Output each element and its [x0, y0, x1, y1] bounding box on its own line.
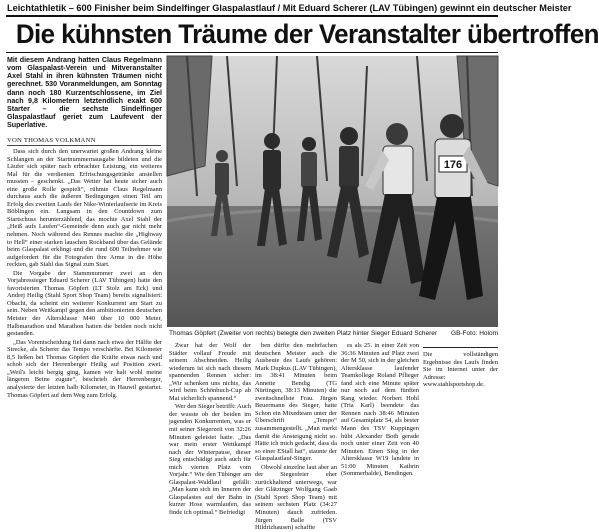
top-rule: [6, 15, 498, 17]
photo-caption: [169, 329, 498, 339]
caption-text: Thomas Göpfert (Zweiter von rechts) belegte den zweiten Platz hinter Sieger Eduard Scherer: [169, 330, 438, 337]
author-byline: VON THOMAS VOLKMANN: [7, 137, 96, 144]
byline-rule: [7, 145, 161, 146]
paragraph: Die Vorgabe der Stammnummer zwei an den Vorjahressieger Eduard Scherer (LAV Tübingen) hatte den favorisierten Thomas Göpfert (LT Stolz am Eck) und Andrej Heilig (Stahl Sport Shop Team) bereits signalisiert: Obacht, da scheint ein weiterer Konkurrent am Start zu sein. Neben Weitkampf gegen den ambitionierten deutschen Meister der Altersklasse M40 über 10 000 Meter, Halbmarathon und Marathon hatten die beiden noch nicht gestanden.: [7, 269, 162, 338]
body-column-3: [255, 342, 337, 532]
photo-credit: GB-Foto: Holom: [451, 330, 498, 337]
paragraph: Zwar hat der Wolf der Städter vollauf Freude mit seinem Abschneiden. Heilig wiederum ist sich nach diesem spannenden Rennen sicher: „Wir schenken uns nichts, das wird beim Schönbuch-Cup ab Mai sicherlich spannend.“: [169, 342, 251, 402]
results-note: Die vollständigen Ergebnisse des Laufs finden Sie im Internet unter der Adresse: www.stahlsportshop.de.: [423, 347, 498, 389]
body-column-1: [7, 148, 162, 461]
lead-paragraph: Mit diesem Andrang hatten Claus Regelmann vom Glaspalast-Verein und Mitveranstalter Axel Stahl in ihren kühnsten Träumen nicht gerechnet. 530 Voranmeldungen, am Sonntag dann noch 180 Kurzentschlossene, im Ziel nach 9,8 Kilometern letztendlich exakt 600 Starter – die sechste Sindelfinger Glaspalastlauf geriet zum Laufevent der Superlative.: [7, 56, 162, 130]
bib-number: 176: [443, 159, 463, 171]
paragraph: ben dürfte den mehrfachen deutschen Meister auch die Ausbeute des Laufs gehören: Mark Dupkus (LAV Tübingen), im 38:41 Minuten beim Annette Bendig (TG Nürtingen, 38:13 Minuten) die zweitschnellste Frau. Jürgen Beuermann des Sieger, hatte Schon ein Mixedteam unter der Überschrift „Tempo“ zusammengestellt. „Man merkt damit die Ansteigung nicht so. Hätte ich mich gedacht, dass da so einer EStall hat“, staunte der Glaspalastlauf-Singer.: [255, 342, 337, 463]
photo-runners: [167, 56, 498, 327]
race-photo: [167, 56, 498, 327]
paragraph: Obwohl einzelne laut aber an der Siegesfeier eher zurückhaltend unterwegs, war der Glätzinger Wolfgang Gaab (Stahl Sport Shop Team) mit seinem sechsten Platz (34:27 Minuten) dauch zufrieden. Jürgen Balle (TSV Hildrizhausen) schaffte: [255, 463, 337, 532]
kicker: Leichtathletik – 600 Finisher beim Sindelfinger Glaspalastlauf / Mit Eduard Scherer (LAV Tübingen) gewinnt ein deutscher Meister: [7, 3, 572, 13]
headline: Die kühnsten Träume der Veranstalter übertroffen: [15, 19, 599, 49]
paragraph: es als 25. in einer Zeit von 36:36 Minuten auf Platz zwei der M 50, sich in der gleichen Altersklasse laufender Teamkollege Roland Pflieger fand sich eine Minute später nur noch auf dem fünften Rang wieder. Norbert Hohl (Tria Karl) beendete das Rennen nach 38:46 Minuten auf Gesamtplatz 54, als bester Mann des TSV Kuppingen hübt Alexander Both gerade noch unter einer Zeit von 40 Minuten. Einen Sieg in der Altersklasse W19 landete in 51:00 Minuten Kathrin (Sommerhalde), Bendingen.: [341, 342, 419, 478]
body-column-5: [423, 342, 498, 461]
paragraph: Wer den Sieger betrifft: Auch der wusste ob der beiden im jagenden Konkurrenten, was er mit seiner Siegerzeit von 32:26 Minuten geleistet hatte. „Das war mein erster Wettkampf nach der Winterpause, dieser Sieg entschädigt auch auch für mich vierten Platz vom Vorjahr.“ Wie den Tübinger am Glaspalast-Waldlauf gefällt: „Man kann sich im Inneren der Glaspalastes auf der Bahn in kurzer Hose warmlaufen, das finde ich optimal.“ Befriedigt: [169, 403, 251, 517]
headline-rule: [6, 52, 498, 53]
body-column-2: [169, 342, 251, 517]
paragraph: „Das Vorentscheidung fiel dann nach etwa der Hälfte der Strecke, als Scherer das Tempo verschärfte. Bei Kilometer 8,5 ließen bei Thomas Göpfert die Kräfte etwas nach und schob sich der Herrenberger Heilig auf Position zwei. „Weil's leicht bergig ging, kamen wir halt wohl meine längeren Beine zugute“, beschrieb der Herrenberger, analysierte der letzten halb Kilometer, in Hauwil gestartet. Thomas Göpfert auf dem Weg zum Erfolg.: [7, 338, 162, 399]
paragraph: Dass sich durch den unerwartet großen Andrang kleine Schlangen an der Startnummernausgabe bildeten und die Läufer sich später nach erbrachter Leistung, ein weiteres Mal für die verdienten Erfrischungsgetränke anstellen mussten – geschenkt. „Das Wetter hat heute sicher auch eine große Rolle gespielt“, rühmte Claus Regelmann durchaus auch die äußeren Bedingungen einen Teil am Erfolg des zweiten Laufs der Nike-Winterlaufserie im Kreis Böblingen ein. Langsam in den Countdown zum Startschuss herunterzählend, das mochte Axel Stahl der „Heiß aufs Laufen“-Gemeinde denn auch gar nicht mehr nehmen. Noch während des Rennes machte die „Highway to Hell“ einer starken lauschen Rockband über das Gelände beim Glaspalast erklingt und die rund 600 Teilnehmer wie aufgefordert für die Fotografen ihre Arme in die Höhe reckten, gab Stahl das Signal zum Start.: [7, 148, 162, 269]
body-column-4: [341, 342, 419, 478]
